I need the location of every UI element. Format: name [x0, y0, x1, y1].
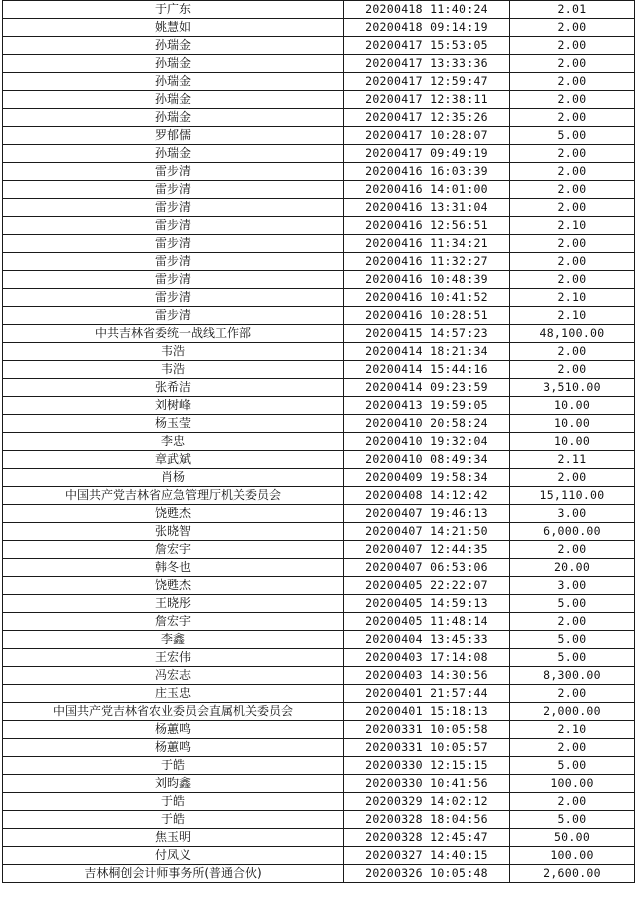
donation-amount-cell: 2.00 — [510, 685, 635, 703]
donor-name-cell: 付凤义 — [3, 847, 344, 865]
donation-time-cell: 20200327 14:40:15 — [344, 847, 510, 865]
donation-time-cell: 20200418 09:14:19 — [344, 19, 510, 37]
donation-time-cell: 20200401 15:18:13 — [344, 703, 510, 721]
donor-name-cell: 李忠 — [3, 433, 344, 451]
donation-time-cell: 20200417 09:49:19 — [344, 145, 510, 163]
donor-name-cell: 冯宏志 — [3, 667, 344, 685]
donation-time-cell: 20200407 19:46:13 — [344, 505, 510, 523]
donor-name-cell: 焦玉明 — [3, 829, 344, 847]
donation-time-cell: 20200417 12:59:47 — [344, 73, 510, 91]
donation-amount-cell: 2.01 — [510, 1, 635, 19]
donor-name-cell: 刘昀鑫 — [3, 775, 344, 793]
table-row — [3, 253, 635, 271]
donation-time-cell: 20200403 17:14:08 — [344, 649, 510, 667]
donation-time-cell: 20200410 19:32:04 — [344, 433, 510, 451]
donation-amount-cell: 2.00 — [510, 109, 635, 127]
donor-name-cell: 罗郁儒 — [3, 127, 344, 145]
table-row — [3, 577, 635, 595]
donation-amount-cell: 5.00 — [510, 631, 635, 649]
donation-amount-cell: 20.00 — [510, 559, 635, 577]
donor-name-cell: 饶甦杰 — [3, 577, 344, 595]
table-row — [3, 829, 635, 847]
donation-amount-cell: 8,300.00 — [510, 667, 635, 685]
donation-time-cell: 20200407 14:21:50 — [344, 523, 510, 541]
donation-time-cell: 20200329 14:02:12 — [344, 793, 510, 811]
table-row — [3, 397, 635, 415]
donation-amount-cell: 2.00 — [510, 181, 635, 199]
donor-name-cell: 雷步清 — [3, 181, 344, 199]
donor-name-cell: 孙瑞金 — [3, 55, 344, 73]
donation-amount-cell: 3,510.00 — [510, 379, 635, 397]
table-row — [3, 73, 635, 91]
table-row — [3, 415, 635, 433]
donor-name-cell: 王晓彤 — [3, 595, 344, 613]
donation-amount-cell: 2.10 — [510, 217, 635, 235]
donor-name-cell: 雷步清 — [3, 271, 344, 289]
donor-name-cell: 雷步清 — [3, 199, 344, 217]
donation-time-cell: 20200331 10:05:58 — [344, 721, 510, 739]
donation-amount-cell: 2.00 — [510, 343, 635, 361]
donation-time-cell: 20200410 20:58:24 — [344, 415, 510, 433]
donation-amount-cell: 15,110.00 — [510, 487, 635, 505]
table-row — [3, 145, 635, 163]
table-row — [3, 37, 635, 55]
donation-amount-cell: 50.00 — [510, 829, 635, 847]
donation-time-cell: 20200407 06:53:06 — [344, 559, 510, 577]
donor-name-cell: 雷步清 — [3, 163, 344, 181]
donation-time-cell: 20200405 22:22:07 — [344, 577, 510, 595]
table-row — [3, 325, 635, 343]
donation-amount-cell: 2.10 — [510, 289, 635, 307]
table-row — [3, 487, 635, 505]
donation-amount-cell: 2.00 — [510, 55, 635, 73]
donor-name-cell: 饶甦杰 — [3, 505, 344, 523]
donation-time-cell: 20200409 19:58:34 — [344, 469, 510, 487]
table-row — [3, 469, 635, 487]
table-row — [3, 523, 635, 541]
table-row — [3, 433, 635, 451]
donation-amount-cell: 5.00 — [510, 127, 635, 145]
donation-time-cell: 20200417 15:53:05 — [344, 37, 510, 55]
table-row — [3, 685, 635, 703]
table-row — [3, 163, 635, 181]
table-row — [3, 847, 635, 865]
donation-amount-cell: 2,000.00 — [510, 703, 635, 721]
table-row — [3, 649, 635, 667]
donor-name-cell: 雷步清 — [3, 289, 344, 307]
donation-time-cell: 20200416 10:28:51 — [344, 307, 510, 325]
donation-amount-cell: 3.00 — [510, 505, 635, 523]
donation-amount-cell: 2.00 — [510, 163, 635, 181]
table-row — [3, 541, 635, 559]
donor-name-cell: 杨玉莹 — [3, 415, 344, 433]
donor-name-cell: 中国共产党吉林省应急管理厅机关委员会 — [3, 487, 344, 505]
donation-time-cell: 20200401 21:57:44 — [344, 685, 510, 703]
donor-name-cell: 詹宏宇 — [3, 541, 344, 559]
donation-amount-cell: 2.11 — [510, 451, 635, 469]
donor-name-cell: 于皓 — [3, 811, 344, 829]
table-row — [3, 235, 635, 253]
donation-amount-cell: 100.00 — [510, 847, 635, 865]
donation-amount-cell: 48,100.00 — [510, 325, 635, 343]
donor-name-cell: 吉林桐创会计师事务所(普通合伙) — [3, 865, 344, 883]
table-row — [3, 865, 635, 883]
donor-name-cell: 雷步清 — [3, 235, 344, 253]
donation-amount-cell: 2.00 — [510, 145, 635, 163]
donation-time-cell: 20200326 10:05:48 — [344, 865, 510, 883]
donation-time-cell: 20200405 14:59:13 — [344, 595, 510, 613]
donation-amount-cell: 2.00 — [510, 469, 635, 487]
donation-time-cell: 20200416 13:31:04 — [344, 199, 510, 217]
donation-amount-cell: 2.00 — [510, 73, 635, 91]
donation-amount-cell: 10.00 — [510, 415, 635, 433]
donation-amount-cell: 10.00 — [510, 433, 635, 451]
donor-name-cell: 韦浩 — [3, 343, 344, 361]
donation-time-cell: 20200408 14:12:42 — [344, 487, 510, 505]
donation-time-cell: 20200407 12:44:35 — [344, 541, 510, 559]
donor-name-cell: 雷步清 — [3, 307, 344, 325]
donation-amount-cell: 2.00 — [510, 37, 635, 55]
donation-time-cell: 20200417 12:38:11 — [344, 91, 510, 109]
donor-name-cell: 中共吉林省委统一战线工作部 — [3, 325, 344, 343]
donation-amount-cell: 5.00 — [510, 811, 635, 829]
donation-time-cell: 20200417 10:28:07 — [344, 127, 510, 145]
table-row — [3, 307, 635, 325]
table-row — [3, 127, 635, 145]
donation-amount-cell: 2.00 — [510, 793, 635, 811]
table-row — [3, 721, 635, 739]
donation-time-cell: 20200414 15:44:16 — [344, 361, 510, 379]
table-row — [3, 505, 635, 523]
donation-time-cell: 20200416 10:48:39 — [344, 271, 510, 289]
table-row — [3, 703, 635, 721]
donation-time-cell: 20200404 13:45:33 — [344, 631, 510, 649]
donation-amount-cell: 2.10 — [510, 721, 635, 739]
donor-name-cell: 孙瑞金 — [3, 109, 344, 127]
donation-time-cell: 20200417 12:35:26 — [344, 109, 510, 127]
donation-time-cell: 20200415 14:57:23 — [344, 325, 510, 343]
donor-name-cell: 王宏伟 — [3, 649, 344, 667]
table-row — [3, 739, 635, 757]
table-row — [3, 271, 635, 289]
donation-amount-cell: 2.00 — [510, 19, 635, 37]
donation-amount-cell: 2.10 — [510, 307, 635, 325]
donation-time-cell: 20200416 12:56:51 — [344, 217, 510, 235]
donation-time-cell: 20200330 10:41:56 — [344, 775, 510, 793]
donation-time-cell: 20200405 11:48:14 — [344, 613, 510, 631]
donation-time-cell: 20200413 19:59:05 — [344, 397, 510, 415]
donation-time-cell: 20200416 16:03:39 — [344, 163, 510, 181]
donor-name-cell: 于广东 — [3, 1, 344, 19]
table-row — [3, 631, 635, 649]
donor-name-cell: 李鑫 — [3, 631, 344, 649]
donor-name-cell: 章武斌 — [3, 451, 344, 469]
table-row — [3, 793, 635, 811]
donation-amount-cell: 2.00 — [510, 613, 635, 631]
donor-name-cell: 姚慧如 — [3, 19, 344, 37]
donor-name-cell: 张晓智 — [3, 523, 344, 541]
table-row — [3, 451, 635, 469]
table-row — [3, 1, 635, 19]
table-row — [3, 109, 635, 127]
table-row — [3, 19, 635, 37]
table-row — [3, 811, 635, 829]
donation-time-cell: 20200331 10:05:57 — [344, 739, 510, 757]
donor-name-cell: 中国共产党吉林省农业委员会直属机关委员会 — [3, 703, 344, 721]
donor-name-cell: 肖杨 — [3, 469, 344, 487]
donation-amount-cell: 2.00 — [510, 235, 635, 253]
donation-table-body — [3, 1, 635, 883]
donor-name-cell: 杨蕙鸣 — [3, 739, 344, 757]
donor-name-cell: 杨蕙鸣 — [3, 721, 344, 739]
table-row — [3, 217, 635, 235]
table-row — [3, 199, 635, 217]
donor-name-cell: 孙瑞金 — [3, 37, 344, 55]
table-row — [3, 289, 635, 307]
table-row — [3, 667, 635, 685]
donor-name-cell: 韦浩 — [3, 361, 344, 379]
donation-amount-cell: 2.00 — [510, 541, 635, 559]
donation-amount-cell: 6,000.00 — [510, 523, 635, 541]
table-row — [3, 775, 635, 793]
donation-amount-cell: 2.00 — [510, 91, 635, 109]
donation-amount-cell: 2,600.00 — [510, 865, 635, 883]
donor-name-cell: 刘树峰 — [3, 397, 344, 415]
donation-time-cell: 20200403 14:30:56 — [344, 667, 510, 685]
donor-name-cell: 张希洁 — [3, 379, 344, 397]
donor-name-cell: 孙瑞金 — [3, 73, 344, 91]
table-row — [3, 379, 635, 397]
donation-table — [2, 0, 635, 883]
donation-amount-cell: 5.00 — [510, 595, 635, 613]
donation-time-cell: 20200418 11:40:24 — [344, 1, 510, 19]
table-row — [3, 343, 635, 361]
table-row — [3, 757, 635, 775]
donation-time-cell: 20200417 13:33:36 — [344, 55, 510, 73]
table-row — [3, 181, 635, 199]
table-row — [3, 91, 635, 109]
donation-amount-cell: 2.00 — [510, 739, 635, 757]
table-row — [3, 613, 635, 631]
donor-name-cell: 雷步清 — [3, 253, 344, 271]
donation-time-cell: 20200328 12:45:47 — [344, 829, 510, 847]
table-row — [3, 361, 635, 379]
donor-name-cell: 庄玉忠 — [3, 685, 344, 703]
donation-time-cell: 20200416 11:32:27 — [344, 253, 510, 271]
donor-name-cell: 雷步清 — [3, 217, 344, 235]
donor-name-cell: 孙瑞金 — [3, 145, 344, 163]
donation-time-cell: 20200416 14:01:00 — [344, 181, 510, 199]
donation-amount-cell: 10.00 — [510, 397, 635, 415]
donor-name-cell: 于皓 — [3, 793, 344, 811]
donation-time-cell: 20200330 12:15:15 — [344, 757, 510, 775]
donation-time-cell: 20200410 08:49:34 — [344, 451, 510, 469]
donation-time-cell: 20200414 09:23:59 — [344, 379, 510, 397]
donation-time-cell: 20200414 18:21:34 — [344, 343, 510, 361]
donation-amount-cell: 2.00 — [510, 199, 635, 217]
donation-time-cell: 20200416 11:34:21 — [344, 235, 510, 253]
donation-time-cell: 20200416 10:41:52 — [344, 289, 510, 307]
donation-amount-cell: 2.00 — [510, 361, 635, 379]
donation-time-cell: 20200328 18:04:56 — [344, 811, 510, 829]
donor-name-cell: 詹宏宇 — [3, 613, 344, 631]
donor-name-cell: 孙瑞金 — [3, 91, 344, 109]
donor-name-cell: 于皓 — [3, 757, 344, 775]
donation-amount-cell: 5.00 — [510, 649, 635, 667]
table-row — [3, 595, 635, 613]
donation-amount-cell: 5.00 — [510, 757, 635, 775]
donation-amount-cell: 3.00 — [510, 577, 635, 595]
donation-amount-cell: 2.00 — [510, 271, 635, 289]
table-row — [3, 559, 635, 577]
donation-amount-cell: 100.00 — [510, 775, 635, 793]
donor-name-cell: 韩冬也 — [3, 559, 344, 577]
donation-amount-cell: 2.00 — [510, 253, 635, 271]
table-row — [3, 55, 635, 73]
